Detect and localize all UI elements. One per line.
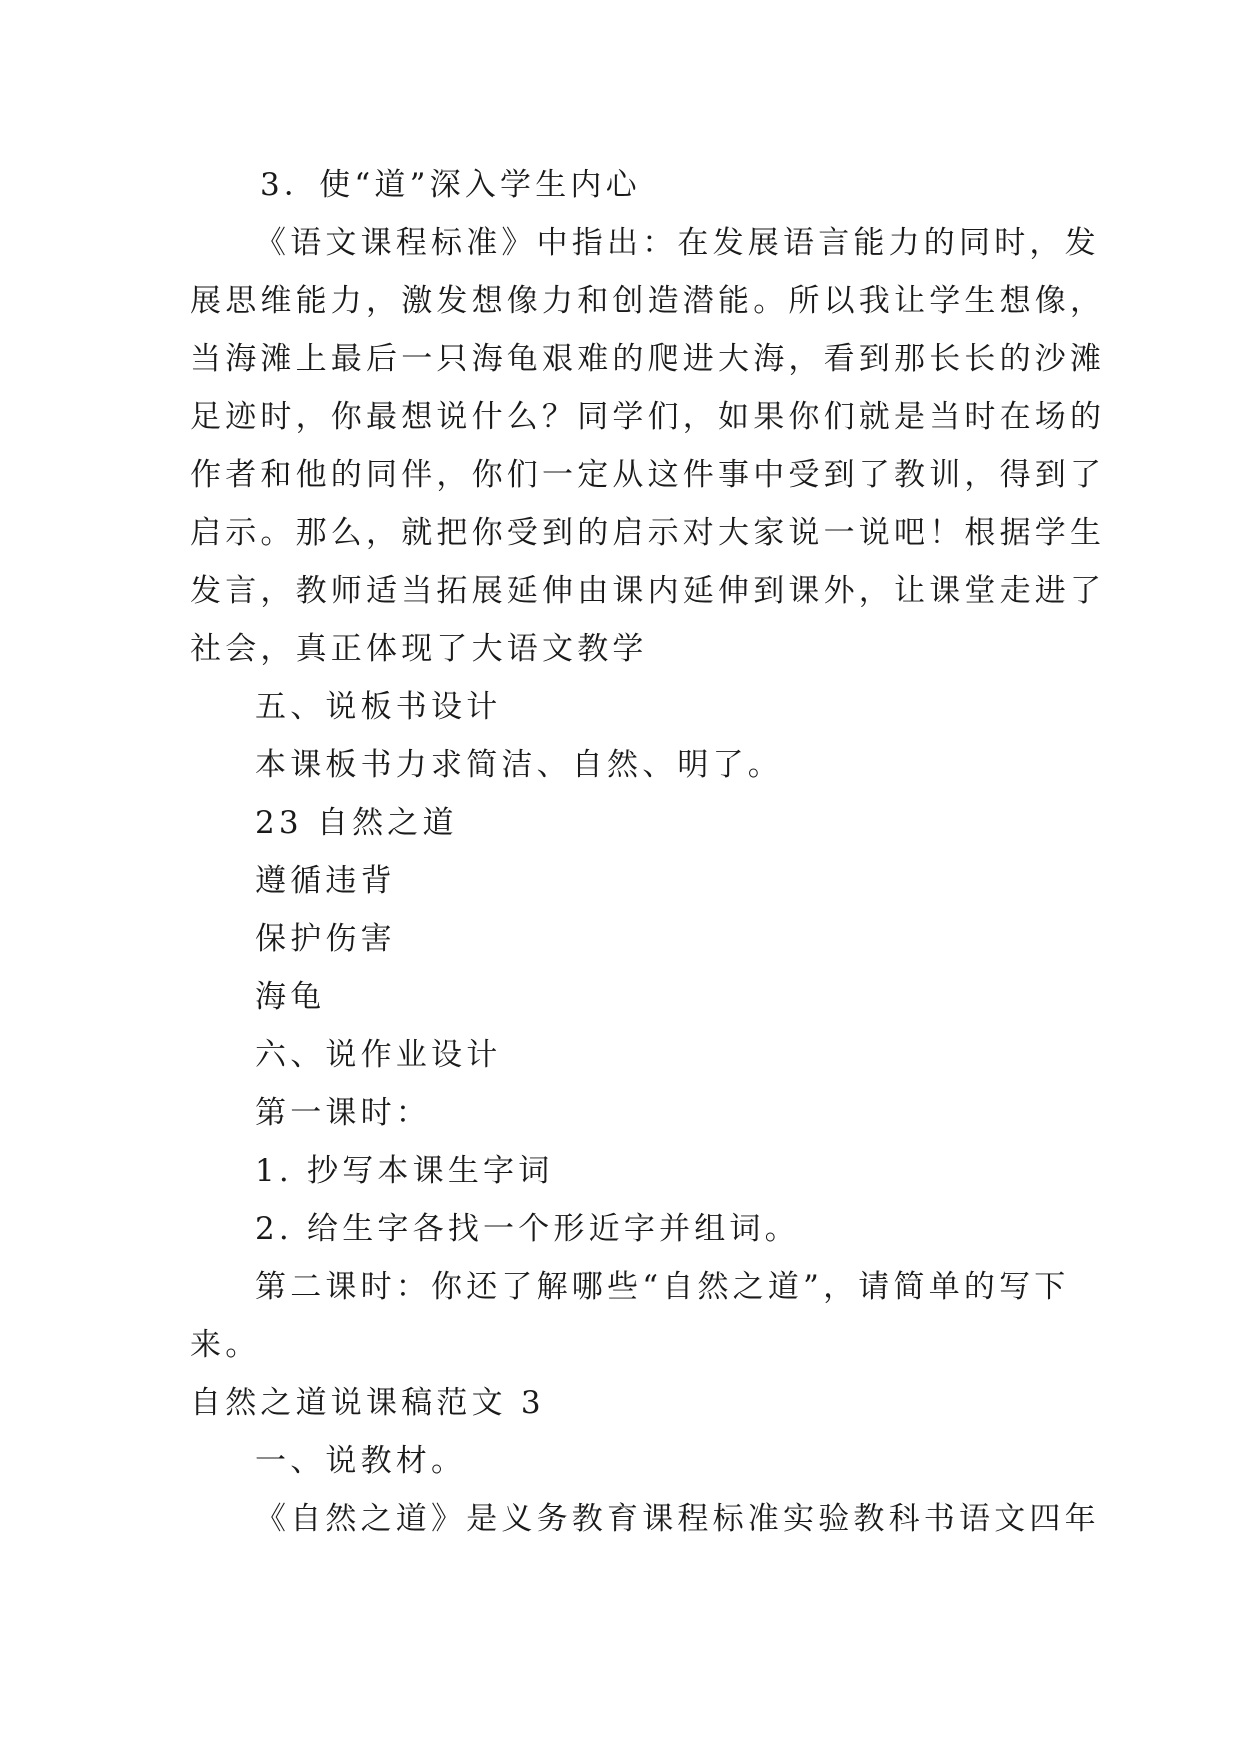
list-item: 1. 抄写本课生字词 [255,1153,554,1189]
section-heading-3: 3．使“道”深入学生内心 [260,167,641,203]
paragraph-line: 来。 [190,1327,261,1363]
paragraph-line: 第二课时：你还了解哪些“自然之道”，请简单的写下 [255,1269,1070,1305]
paragraph-line: 社会，真正体现了大语文教学 [190,631,648,667]
paragraph-line: 作者和他的同伴，你们一定从这件事中受到了教训，得到了 [190,457,1106,493]
paragraph-line: 发言，教师适当拓展延伸由课内延伸到课外，让课堂走进了 [190,573,1106,609]
paragraph-line: 《自然之道》是义务教育课程标准实验教科书语文四年 [255,1501,1100,1537]
board-line: 保护伤害 [255,921,396,957]
board-line: 遵循违背 [255,863,396,899]
paragraph-line: 《语文课程标准》中指出：在发展语言能力的同时，发 [255,225,1100,261]
section-heading-1: 一、说教材。 [255,1443,467,1479]
paragraph-line: 展思维能力，激发想像力和创造潜能。所以我让学生想像， [190,283,1106,319]
board-line: 海龟 [255,979,326,1015]
list-item: 2. 给生字各找一个形近字并组词。 [255,1211,800,1247]
document-title: 自然之道说课稿范文 3 [190,1385,545,1421]
paragraph-line: 足迹时，你最想说什么？同学们，如果你们就是当时在场的 [190,399,1106,435]
section-heading-5: 五、说板书设计 [255,689,502,725]
paragraph-line: 当海滩上最后一只海龟艰难的爬进大海，看到那长长的沙滩 [190,341,1106,377]
paragraph-line: 启示。那么，就把你受到的启示对大家说一说吧！根据学生 [190,515,1106,551]
paragraph-line: 本课板书力求简洁、自然、明了。 [255,747,783,783]
paragraph-line: 第一课时： [255,1095,431,1131]
section-heading-6: 六、说作业设计 [255,1037,502,1073]
board-title: 23 自然之道 [255,805,458,841]
